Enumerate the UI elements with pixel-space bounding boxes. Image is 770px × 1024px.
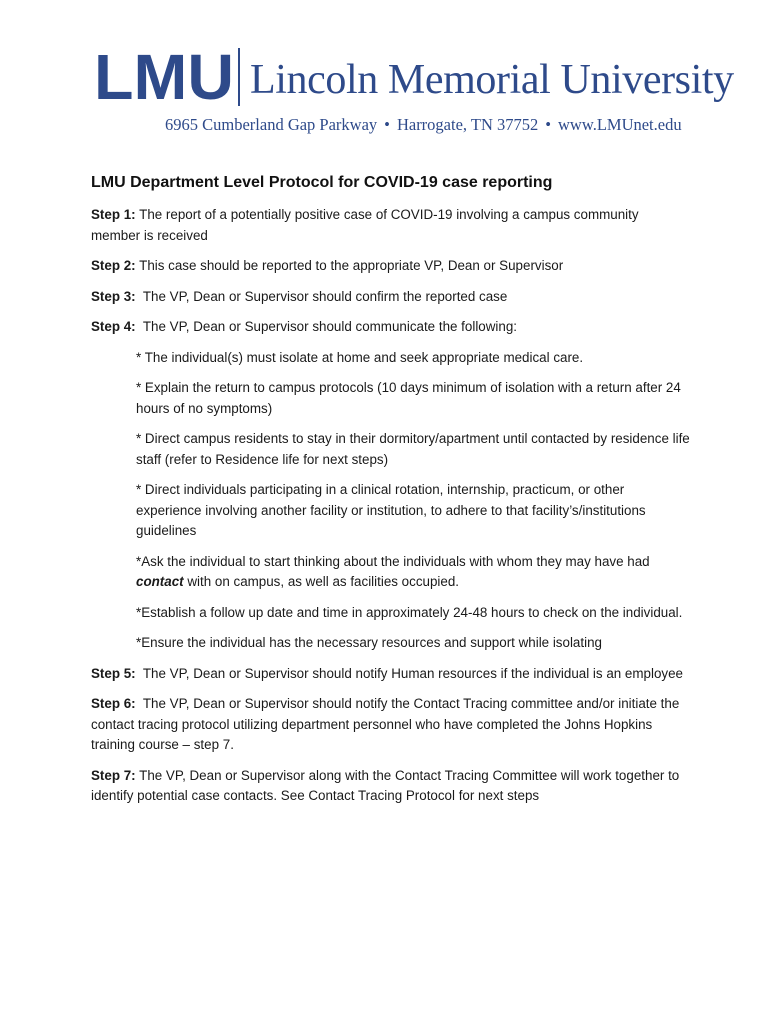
- address-street: 6965 Cumberland Gap Parkway: [165, 115, 378, 134]
- step-4-item: *Ensure the individual has the necessary resources and support while isolating: [136, 635, 602, 650]
- address-separator: •: [384, 115, 390, 134]
- item-text: with on campus, as well as facilities occupied.: [183, 574, 460, 589]
- step-5: [91, 664, 691, 685]
- step-4-item: [136, 552, 691, 593]
- step-label: Step 1:: [91, 207, 136, 222]
- step-text: The VP, Dean or Supervisor should confirm the reported case: [142, 288, 508, 304]
- step-label: Step 3:: [91, 288, 136, 304]
- university-name: Lincoln Memorial University: [250, 57, 734, 103]
- step-label: Step 7:: [91, 767, 136, 783]
- step-text: This case should be reported to the appropriate VP, Dean or Supervisor: [139, 258, 564, 273]
- step-6: [91, 694, 691, 756]
- logo-divider: [238, 48, 240, 106]
- step-label: Step 4:: [91, 319, 136, 334]
- step-text: The report of a potentially positive case of COVID-19 involving a campus community member is received: [91, 207, 639, 243]
- letterhead: [94, 44, 734, 140]
- step-label: Step 6:: [91, 696, 136, 711]
- step-4-item: * The individual(s) must isolate at home and seek appropriate medical care.: [136, 349, 584, 365]
- step-4-item: *Establish a follow up date and time in approximately 24-48 hours to check on the individual.: [136, 604, 683, 620]
- lmu-logo: [94, 50, 234, 104]
- step-4: [91, 317, 691, 338]
- step-4-item: * Explain the return to campus protocols (10 days minimum of isolation with a return after 24 hours of no symptoms): [136, 380, 681, 416]
- step-text: The VP, Dean or Supervisor should notify Human resources if the individual is an employee: [142, 665, 683, 681]
- step-7: [91, 766, 691, 807]
- lmu-logo-text: LMU: [94, 50, 234, 104]
- document-title: LMU Department Level Protocol for COVID-19 case reporting: [91, 174, 553, 191]
- step-label: Step 2:: [91, 258, 136, 273]
- step-text: The VP, Dean or Supervisor should communicate the following:: [142, 319, 518, 334]
- step-text: The VP, Dean or Supervisor along with the Contact Tracing Committee will work together to identify potential case contacts. See Contact Tracing Protocol for next steps: [91, 767, 680, 803]
- address-city: Harrogate, TN 37752: [396, 115, 539, 134]
- step-4-item: * Direct individuals participating in a clinical rotation, internship, practicum, or other experience involving another facility or institution, to adhere to that facility’s/institutions guidelines: [136, 482, 646, 538]
- item-text: *Ask the individual to start thinking about the individuals with whom they may have had: [136, 553, 650, 569]
- step-4-item: * Direct campus residents to stay in their dormitory/apartment until contacted by residence life staff (refer to Residence life for next steps): [136, 431, 690, 467]
- step-3: [91, 287, 691, 308]
- step-label: Step 5:: [91, 665, 136, 681]
- item-emphasis: contact: [136, 574, 184, 589]
- step-text: The VP, Dean or Supervisor should notify the Contact Tracing committee and/or initiate the contact tracing protocol utilizing department personnel who have completed the Johns Hopkins training course – step 7.: [91, 696, 680, 752]
- step-1: [91, 205, 691, 246]
- address-separator: •: [545, 115, 552, 134]
- step-2: [91, 256, 691, 277]
- university-address: [165, 114, 682, 136]
- address-website: www.LMUnet.edu: [558, 115, 682, 134]
- document-body: [91, 172, 691, 817]
